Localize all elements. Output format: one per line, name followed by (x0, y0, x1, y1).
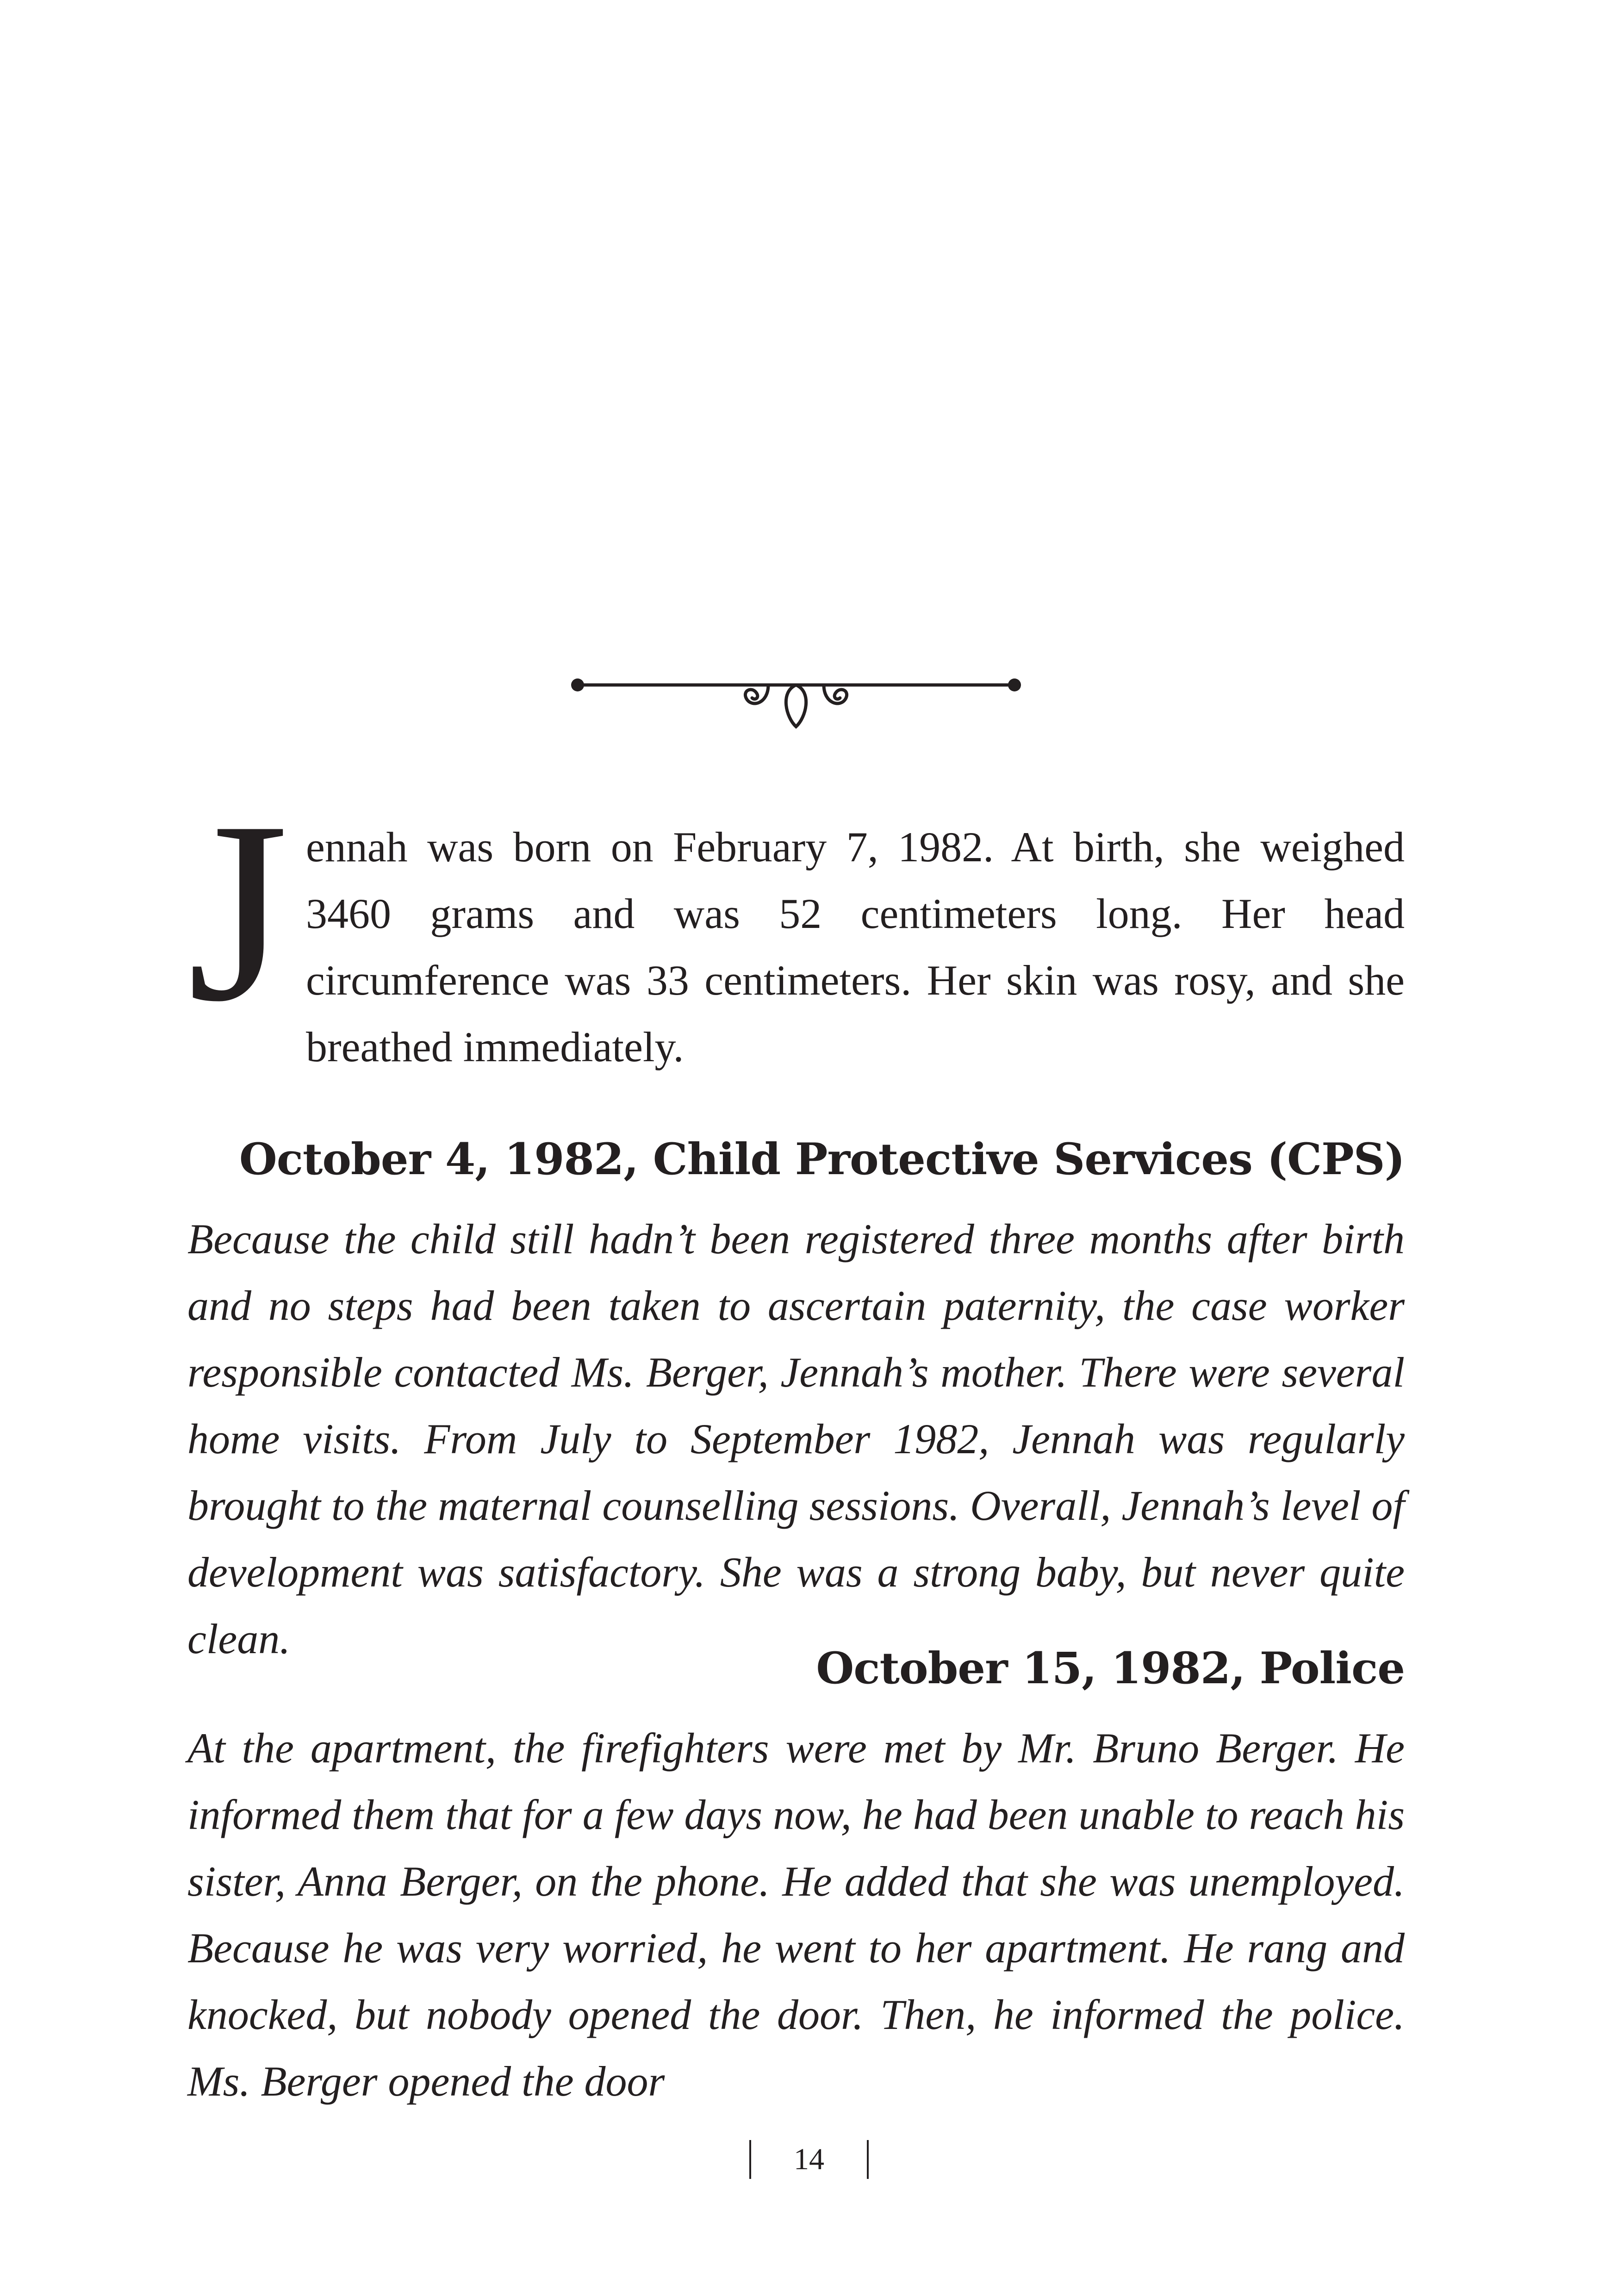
intro-paragraph (187, 768, 1405, 1080)
section-heading-police: October 15, 1982, Police (816, 1643, 1405, 1694)
section-text-police: At the apartment, the firefighters were met by Mr. Bruno Berger. He informed them that for a few days now, he had been unable to reach his sister, Anna Berger, on the phone. He added that she was unemployed. Because he was very worried, he went to her apartment. He rang and knocked, but nobody opened the door. Then, he informed the police. Ms. Berger opened the door (187, 1724, 1405, 2105)
page-footer (0, 2136, 1618, 2180)
drop-cap: J (187, 768, 288, 1055)
footer-divider-right (867, 2140, 869, 2179)
footer-divider-left (749, 2140, 751, 2179)
intro-text: ennah was born on February 7, 1982. At birth, she weighed 3460 grams and was 52 centimeters long. Her head circumference was 33 centimeters. Her skin was rosy, and she breathed immediately. (305, 823, 1405, 1070)
section-text-cps: Because the child still hadn’t been registered three months after birth and no steps had been taken to ascertain paternity, the case worker responsible contacted Ms. Berger, Jennah’s mother. There were several home visits. From July to September 1982, Jennah was regularly brought to the maternal counselling sessions. Overall, Jennah’s level of development was satisfactory. She was a strong baby, but never quite clean. (187, 1215, 1405, 1662)
flourish-divider-icon (569, 666, 1023, 736)
section-heading-cps: October 4, 1982, Child Protective Services (CPS) (239, 1134, 1405, 1185)
page-number: 14 (794, 2142, 824, 2176)
